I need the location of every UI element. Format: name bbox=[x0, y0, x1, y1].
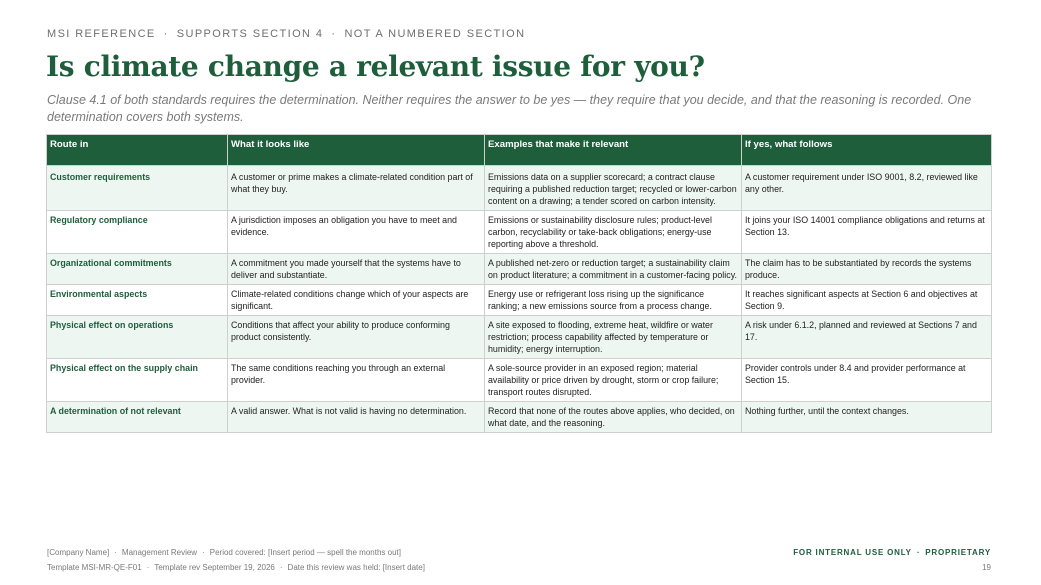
examples-cell: Record that none of the routes above applies, who decided, on what date, and the reasoning. bbox=[485, 402, 742, 433]
route-cell: Customer requirements bbox=[47, 166, 228, 211]
examples-cell: A sole-source provider in an exposed region; material availability or price driven by drought, storm or crop failure; transport routes disrupted. bbox=[485, 359, 742, 402]
footer-period: Period covered: [Insert period — spell the months out] bbox=[209, 548, 401, 557]
page-subtitle: Clause 4.1 of both standards requires the determination. Neither requires the answer to be yes — they require that you decide, and that the reasoning is recorded. One determination covers both systems. bbox=[47, 93, 972, 124]
what-follows-cell: The claim has to be substantiated by records the systems produce. bbox=[742, 254, 992, 285]
footer-separator: · bbox=[279, 563, 283, 572]
table-header-row bbox=[47, 135, 992, 166]
what-follows-cell: It reaches significant aspects at Section 6 and objectives at Section 9. bbox=[742, 285, 992, 316]
table-row bbox=[47, 316, 992, 359]
footer-separator: · bbox=[916, 548, 921, 557]
examples-cell: Energy use or refrigerant loss rising up the significance ranking; a new emissions source from a process change. bbox=[485, 285, 742, 316]
eyebrow-note: NOT A NUMBERED SECTION bbox=[344, 28, 526, 40]
table-row bbox=[47, 211, 992, 254]
route-cell: Physical effect on operations bbox=[47, 316, 228, 359]
examples-cell: A site exposed to flooding, extreme heat, wildfire or water restriction; process capability affected by temperature or humidity; energy interruption. bbox=[485, 316, 742, 359]
footer-template-id: Template MSI-MR-QE-F01 bbox=[47, 563, 142, 572]
classification-proprietary: PROPRIETARY bbox=[925, 548, 991, 557]
eyebrow-separator: · bbox=[163, 28, 169, 40]
route-cell: Environmental aspects bbox=[47, 285, 228, 316]
column-header-examples: Examples that make it relevant bbox=[485, 135, 742, 166]
examples-cell: Emissions or sustainability disclosure rules; product-level carbon, recyclability or take-back obligations; energy-use reporting above a threshold. bbox=[485, 211, 742, 254]
footer-separator: · bbox=[202, 548, 205, 557]
looks-like-cell: Climate-related conditions change which of your aspects are significant. bbox=[228, 285, 485, 316]
footer-template-rev: Template rev September 19, 2026 bbox=[154, 563, 275, 572]
page-title: Is climate change a relevant issue for you? bbox=[46, 50, 705, 83]
table-row bbox=[47, 254, 992, 285]
route-cell: Regulatory compliance bbox=[47, 211, 228, 254]
looks-like-cell: A valid answer. What is not valid is having no determination. bbox=[228, 402, 485, 433]
footer-separator: · bbox=[146, 563, 150, 572]
routes-table bbox=[46, 134, 992, 433]
route-cell: Physical effect on the supply chain bbox=[47, 359, 228, 402]
footer-line-1 bbox=[47, 545, 425, 560]
what-follows-cell: It joins your ISO 14001 compliance obligations and returns at Section 13. bbox=[742, 211, 992, 254]
looks-like-cell: A customer or prime makes a climate-related condition part of what they buy. bbox=[228, 166, 485, 211]
examples-cell: A published net-zero or reduction target; a sustainability claim on product literature; a commitment in a customer-facing policy. bbox=[485, 254, 742, 285]
page-number: 19 bbox=[982, 563, 991, 572]
classification-label bbox=[793, 545, 991, 560]
column-header-looks-like: What it looks like bbox=[228, 135, 485, 166]
footer-review: Management Review bbox=[121, 548, 198, 557]
route-cell: A determination of not relevant bbox=[47, 402, 228, 433]
footer-left bbox=[47, 545, 425, 575]
section-eyebrow bbox=[47, 28, 525, 40]
table-row bbox=[47, 285, 992, 316]
footer-company: [Company Name] bbox=[47, 548, 110, 557]
footer-review-date: Date this review was held: [Insert date] bbox=[287, 563, 425, 572]
footer-separator: · bbox=[114, 548, 117, 557]
examples-cell: Emissions data on a supplier scorecard; a contract clause requiring a published reduction target; recycled or lower-carbon content on a drawing; a tender scored on carbon intensity. bbox=[485, 166, 742, 211]
what-follows-cell: Provider controls under 8.4 and provider performance at Section 15. bbox=[742, 359, 992, 402]
eyebrow-supports: SUPPORTS SECTION 4 bbox=[176, 28, 324, 40]
what-follows-cell: A customer requirement under ISO 9001, 8.2, reviewed like any other. bbox=[742, 166, 992, 211]
table-row bbox=[47, 359, 992, 402]
footer-line-2 bbox=[47, 560, 425, 575]
footer-right bbox=[793, 545, 991, 575]
classification-internal: FOR INTERNAL USE ONLY bbox=[793, 548, 912, 557]
looks-like-cell: The same conditions reaching you through an external provider. bbox=[228, 359, 485, 402]
column-header-what-follows: If yes, what follows bbox=[742, 135, 992, 166]
what-follows-cell: Nothing further, until the context changes. bbox=[742, 402, 992, 433]
eyebrow-reference: MSI REFERENCE bbox=[47, 28, 156, 40]
table-row bbox=[47, 402, 992, 433]
eyebrow-separator: · bbox=[331, 28, 337, 40]
column-header-route: Route in bbox=[47, 135, 228, 166]
looks-like-cell: Conditions that affect your ability to produce conforming product consistently. bbox=[228, 316, 485, 359]
route-cell: Organizational commitments bbox=[47, 254, 228, 285]
looks-like-cell: A commitment you made yourself that the systems have to deliver and substantiate. bbox=[228, 254, 485, 285]
what-follows-cell: A risk under 6.1.2, planned and reviewed at Sections 7 and 17. bbox=[742, 316, 992, 359]
looks-like-cell: A jurisdiction imposes an obligation you have to meet and evidence. bbox=[228, 211, 485, 254]
table-row bbox=[47, 166, 992, 211]
